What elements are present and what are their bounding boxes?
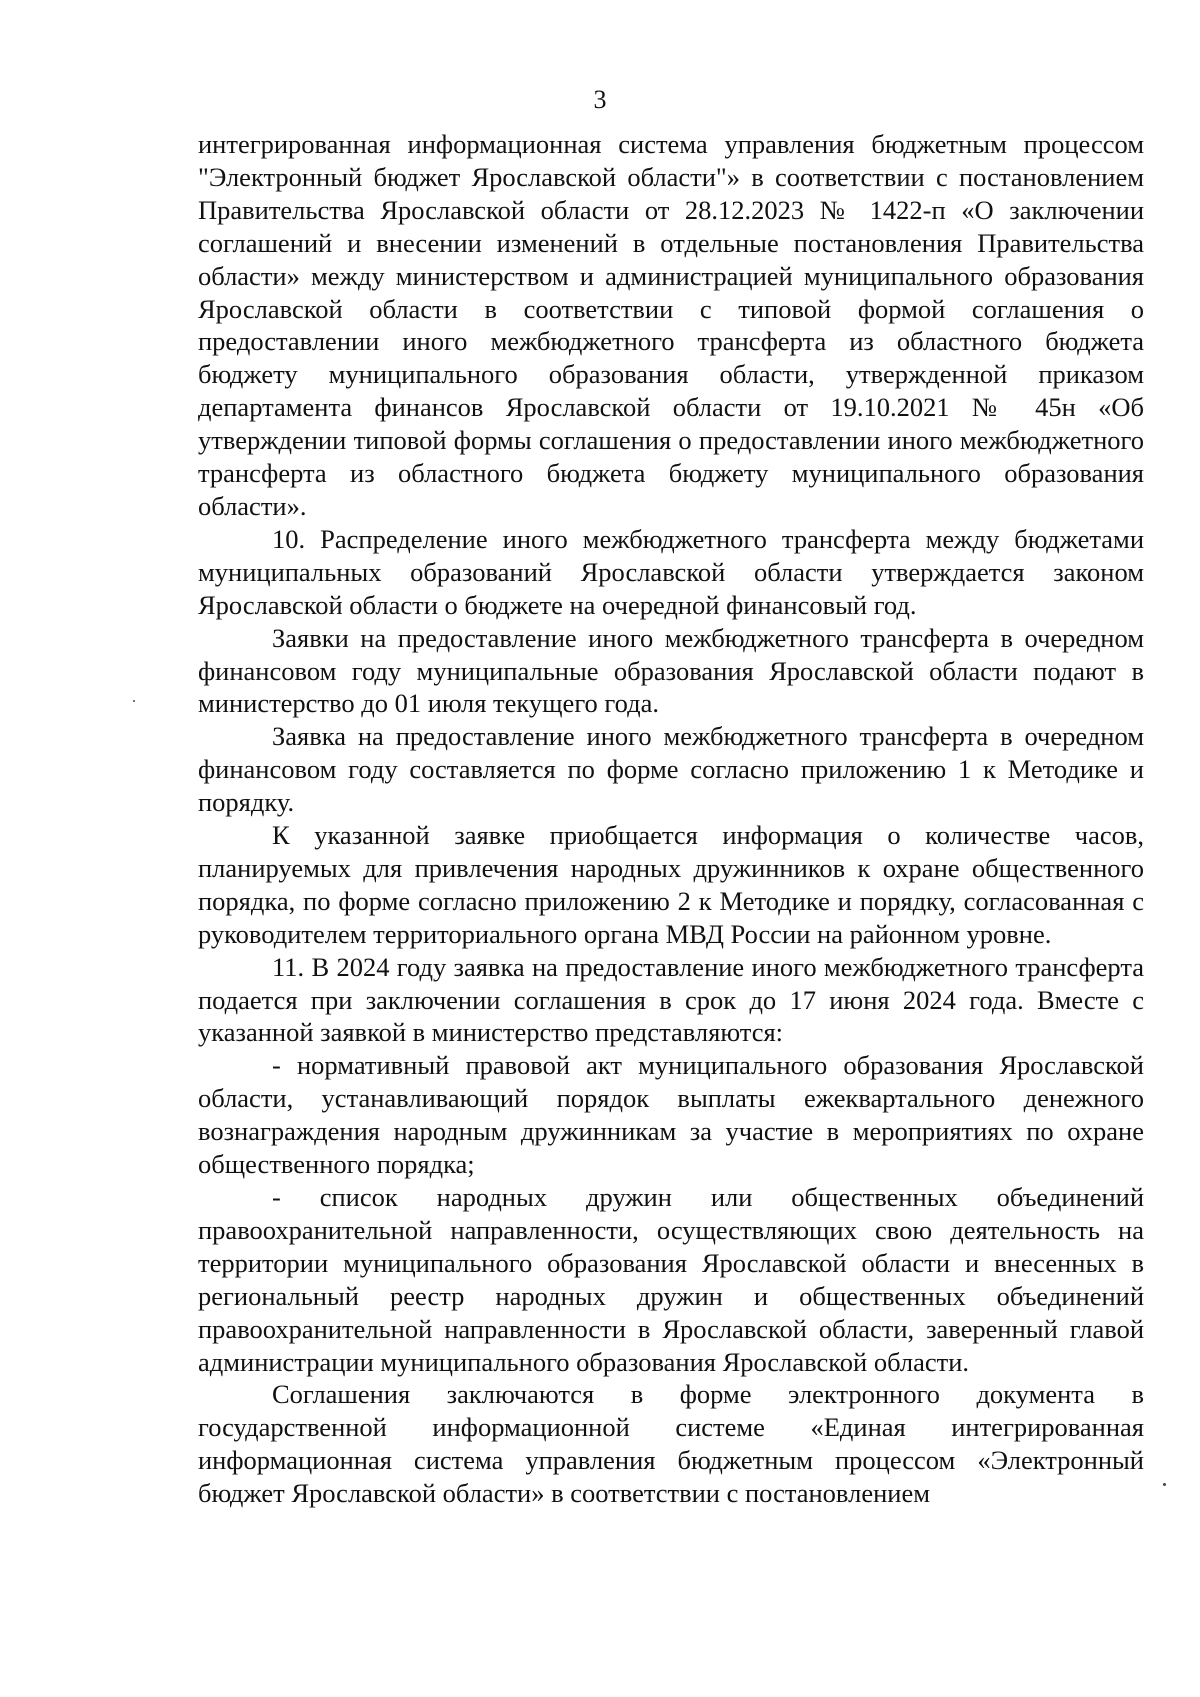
paragraph-item-11: 11. В 2024 году заявка на предоставление иного межбюджетного трансферта подается при заключении соглашения в срок до 17 июня 2024 года. Вместе с указанной заявкой в министерство представляются: bbox=[198, 951, 1144, 1048]
list-item-normative-act: - нормативный правовой акт муниципального образования Ярославской области, устанавливающий порядок выплаты ежеквартального денежного вознаграждения народным дружинникам за участие в мероприятиях по охране общественного порядка; bbox=[198, 1050, 1144, 1180]
paragraph-continuation: интегрированная информационная система управления бюджетным процессом "Электронный бюджет Ярославской области"» в соответствии с постановлением Правительства Ярославской области от 28.12.2023 № 1422-п «О заключении соглашений и внесении изменений в отдельные постановления Правительства области» между министерством и администрацией муниципального образования Ярославской области в соответствии с типовой формой соглашения о предоставлении иного межбюджетного трансферта из областного бюджета бюджету муниципального образования области, утвержденной приказом департамента финансов Ярославской области от 19.10.2021 № 45н «Об утверждении типовой формы соглашения о предоставлении иного межбюджетного трансферта из областного бюджета бюджету муниципального образования области». bbox=[198, 129, 1144, 521]
scan-speck bbox=[1163, 1483, 1166, 1486]
paragraph-item-10: 10. Распределение иного межбюджетного трансферта между бюджетами муниципальных образований Ярославской области утверждается законом Ярославской области о бюджете на очередной финансовый год. bbox=[198, 523, 1144, 620]
scan-speck bbox=[133, 700, 135, 702]
paragraph-applications: Заявки на предоставление иного межбюджетного трансферта в очередном финансовом году муниципальные образования Ярославской области подают в министерство до 01 июля текущего года. bbox=[198, 622, 1144, 719]
paragraph-agreements: Соглашения заключаются в форме электронного документа в государственной информационной системе «Единая интегрированная информационная система управления бюджетным процессом «Электронный бюджет Ярославской области» в соответствии с постановлением bbox=[198, 1379, 1144, 1509]
paragraph-hours-info: К указанной заявке приобщается информация о количестве часов, планируемых для привлечения народных дружинников к охране общественного порядка, по форме согласно приложению 2 к Методике и порядку, согласованная с руководителем территориального органа МВД России на районном уровне. bbox=[198, 820, 1144, 949]
page-number: 3 bbox=[593, 85, 607, 114]
paragraph-application-form: Заявка на предоставление иного межбюджетного трансферта в очередном финансовом году составляется по форме согласно приложению 1 к Методике и порядку. bbox=[198, 721, 1144, 818]
document-body bbox=[198, 128, 1144, 1510]
list-item-squad-list: - список народных дружин или общественных объединений правоохранительной направленности, осуществляющих свою деятельность на территории муниципального образования Ярославской области и внесенных в региональный реестр народных дружин и общественных объединений правоохранительной направленности в Ярославской области, заверенный главой администрации муниципального образования Ярославской области. bbox=[198, 1182, 1144, 1377]
